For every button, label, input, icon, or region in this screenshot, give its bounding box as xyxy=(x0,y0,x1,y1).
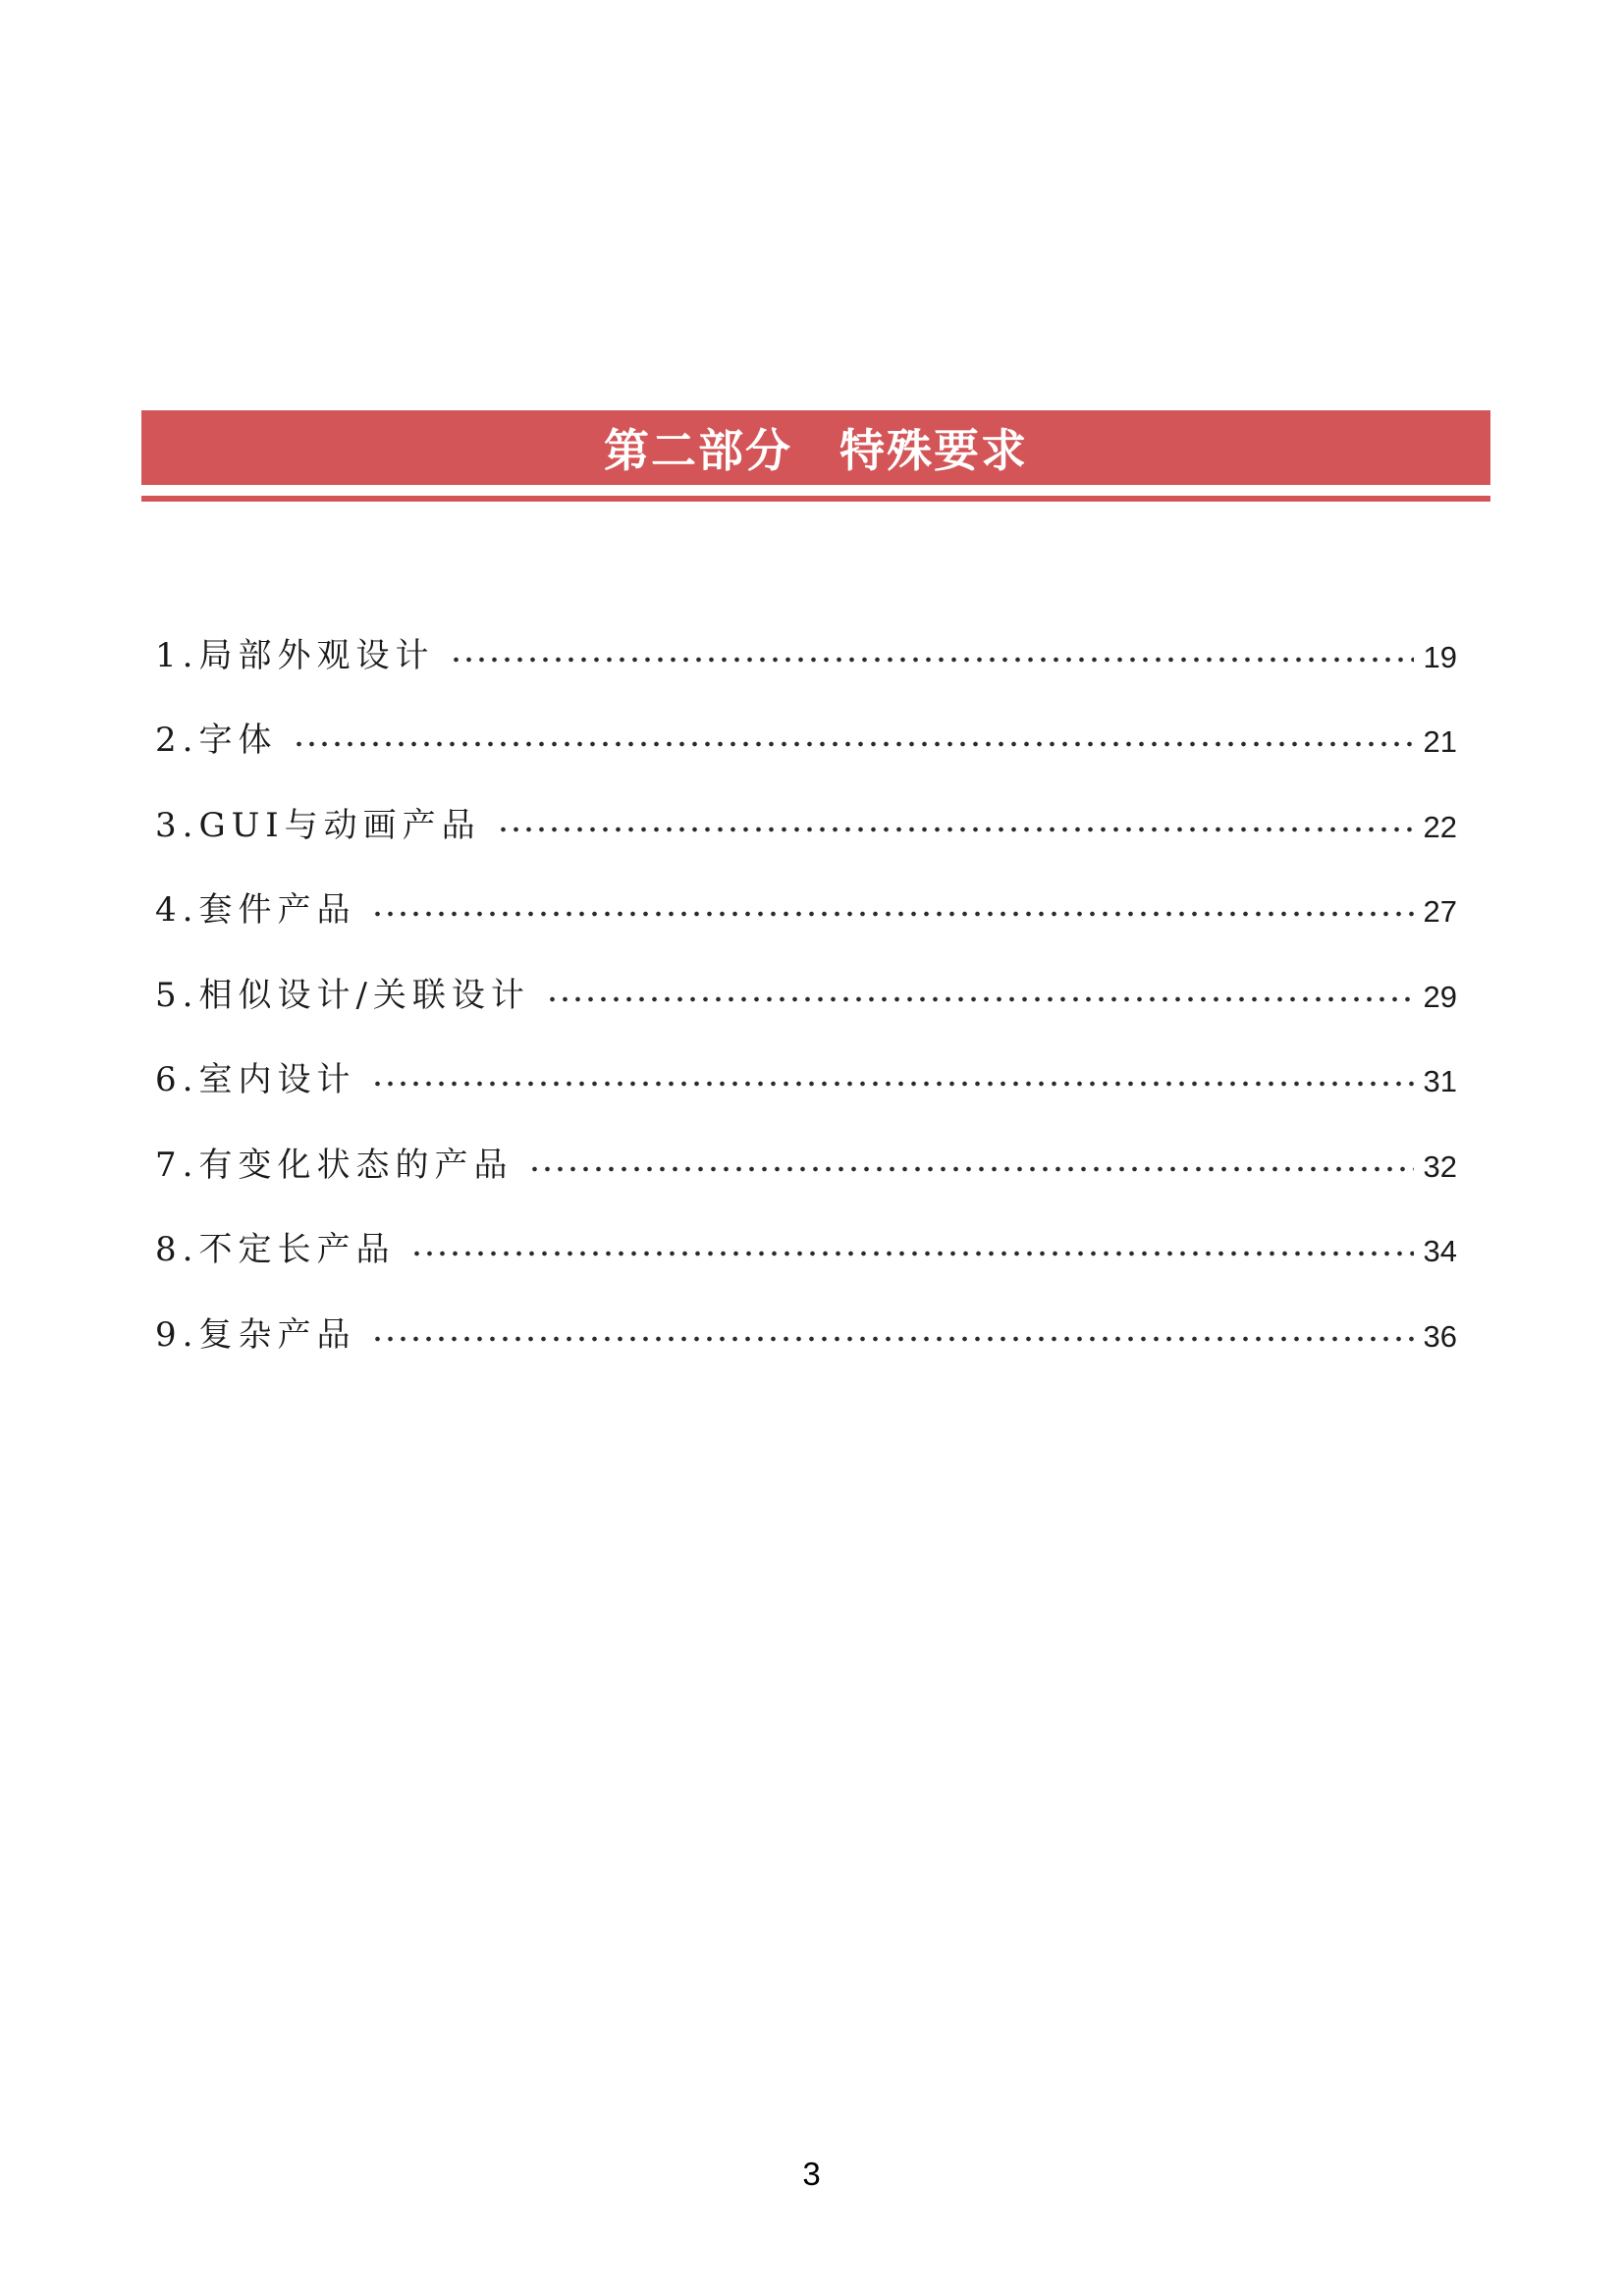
toc-entry-3[interactable] xyxy=(155,757,1457,845)
toc-dot-leader xyxy=(528,1162,1413,1176)
toc-entry-7[interactable] xyxy=(155,1096,1457,1185)
toc-dot-leader xyxy=(410,1247,1413,1260)
page-number: 3 xyxy=(802,2156,821,2192)
table-of-contents xyxy=(155,587,1457,1355)
toc-entry-2[interactable] xyxy=(155,672,1457,758)
toc-entry-5[interactable] xyxy=(155,927,1457,1015)
section-title: 第二部分 特殊要求 xyxy=(604,424,1028,477)
toc-entry-label: 9.复杂产品 xyxy=(155,1314,356,1355)
toc-entry-page: 29 xyxy=(1423,979,1457,1014)
toc-entry-1[interactable] xyxy=(155,587,1457,675)
toc-dot-leader xyxy=(371,907,1413,921)
section-banner xyxy=(141,410,1490,485)
toc-dot-leader xyxy=(497,823,1414,836)
toc-dot-leader xyxy=(450,653,1413,667)
toc-entry-label: 6.室内设计 xyxy=(155,1060,356,1099)
toc-dot-leader xyxy=(546,992,1414,1006)
toc-entry-page: 36 xyxy=(1423,1318,1457,1354)
toc-entry-label: 7.有变化状态的产品 xyxy=(155,1145,514,1185)
toc-entry-label: 4.套件产品 xyxy=(155,890,356,930)
toc-entry-9[interactable] xyxy=(155,1266,1457,1355)
toc-entry-page: 21 xyxy=(1423,724,1457,759)
toc-entry-page: 34 xyxy=(1423,1234,1457,1268)
toc-entry-label: 5.相似设计/关联设计 xyxy=(155,975,530,1015)
toc-dot-leader xyxy=(371,1332,1413,1346)
toc-entry-8[interactable] xyxy=(155,1182,1457,1267)
toc-entry-6[interactable] xyxy=(155,1012,1457,1097)
toc-entry-page: 19 xyxy=(1423,639,1457,674)
toc-entry-page: 31 xyxy=(1423,1064,1457,1098)
toc-entry-label: 2.字体 xyxy=(155,721,278,760)
toc-entry-page: 22 xyxy=(1423,809,1457,844)
banner-underline xyxy=(141,496,1490,502)
toc-entry-page: 27 xyxy=(1423,894,1457,929)
toc-entry-label: 8.不定长产品 xyxy=(155,1230,396,1269)
toc-dot-leader xyxy=(371,1077,1413,1091)
toc-entry-label: 1.局部外观设计 xyxy=(155,635,435,675)
toc-dot-leader xyxy=(293,737,1413,751)
toc-entry-label: 3.GUI与动画产品 xyxy=(155,805,481,845)
toc-entry-4[interactable] xyxy=(155,842,1457,928)
toc-entry-page: 32 xyxy=(1423,1148,1457,1184)
